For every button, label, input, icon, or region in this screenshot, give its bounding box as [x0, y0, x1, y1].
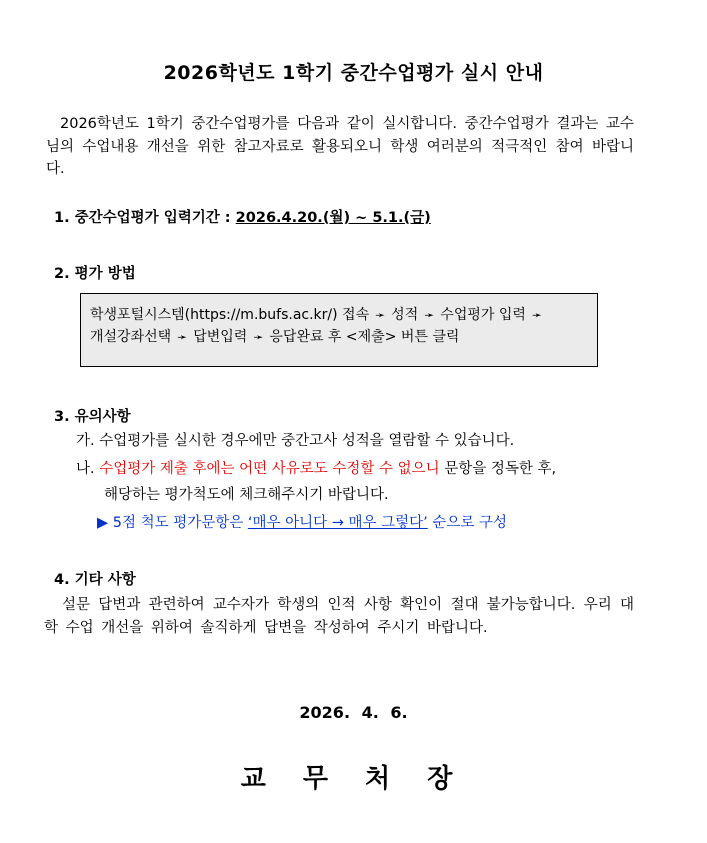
- triangle-right-icon: ▶: [97, 515, 109, 531]
- method-step: 수업평가 입력: [440, 307, 526, 323]
- method-box: [80, 293, 598, 367]
- method-step: 성적: [391, 307, 419, 323]
- method-line-1: [90, 304, 588, 326]
- scale-tip-text: 5점 척도 평가문항은: [108, 515, 248, 531]
- scale-tip-suffix: 순으로 구성: [427, 515, 508, 531]
- method-step: 개설강좌선택: [90, 329, 172, 345]
- method-line-2: [90, 326, 588, 348]
- scale-order-quote: ‘매우 아니다 → 매우 그렇다’: [247, 515, 428, 531]
- note-warning-text: 수업평가 제출 후에는 어떤 사유로도 수정할 수 없으니: [99, 461, 440, 477]
- method-step: 답변입력: [193, 329, 248, 345]
- section-notes-heading: 3. 유의사항: [54, 409, 131, 425]
- method-step: 응답완료 후 <제출> 버튼 클릭: [269, 329, 460, 345]
- document-title: 2026학년도 1학기 중간수업평가 실시 안내: [163, 62, 544, 84]
- section-period: [54, 206, 431, 227]
- arrow-icon: ➛: [375, 308, 386, 322]
- signer-title: 교 무 처 장: [240, 764, 467, 794]
- intro-paragraph: 2026학년도 1학기 중간수업평가를 다음과 같이 실시합니다. 중간수업평가 결과는 교수님의 수업내용 개선을 위한 참고자료로 활용되오니 학생 여러분의 적극적인 참여 바랍니다.: [46, 116, 634, 177]
- method-step: 학생포털시스템(https://m.bufs.ac.kr/) 접속: [90, 307, 370, 323]
- document-date: 2026. 4. 6.: [299, 703, 408, 722]
- note-item-b-rest: 문항을 정독한 후,: [439, 461, 557, 477]
- note-item-b-prefix: 나.: [76, 461, 100, 477]
- evaluation-period: 2026.4.20.(월) ~ 5.1.(금): [235, 210, 431, 226]
- section-etc-heading: 4. 기타 사항: [54, 572, 136, 588]
- note-item-b: [76, 458, 556, 480]
- note-item-b-line2: 해당하는 평가척도에 체크해주시기 바랍니다.: [104, 487, 389, 503]
- arrow-icon: ➛: [424, 308, 435, 322]
- arrow-icon: ➛: [177, 330, 188, 344]
- arrow-icon: ➛: [531, 308, 542, 322]
- section-method-heading: 2. 평가 방법: [54, 266, 136, 282]
- scale-tip: [97, 512, 507, 534]
- note-item-a: 가. 수업평가를 실시한 경우에만 중간고사 성적을 열람할 수 있습니다.: [76, 433, 515, 449]
- section-period-label: 1. 중간수업평가 입력기간 :: [54, 210, 236, 226]
- etc-paragraph: 설문 답변과 관련하여 교수자가 학생의 인적 사항 확인이 절대 불가능합니다. 우리 대학 수업 개선을 위하여 솔직하게 답변을 작성하여 주시기 바랍니다.: [44, 597, 634, 636]
- arrow-icon: ➛: [253, 330, 264, 344]
